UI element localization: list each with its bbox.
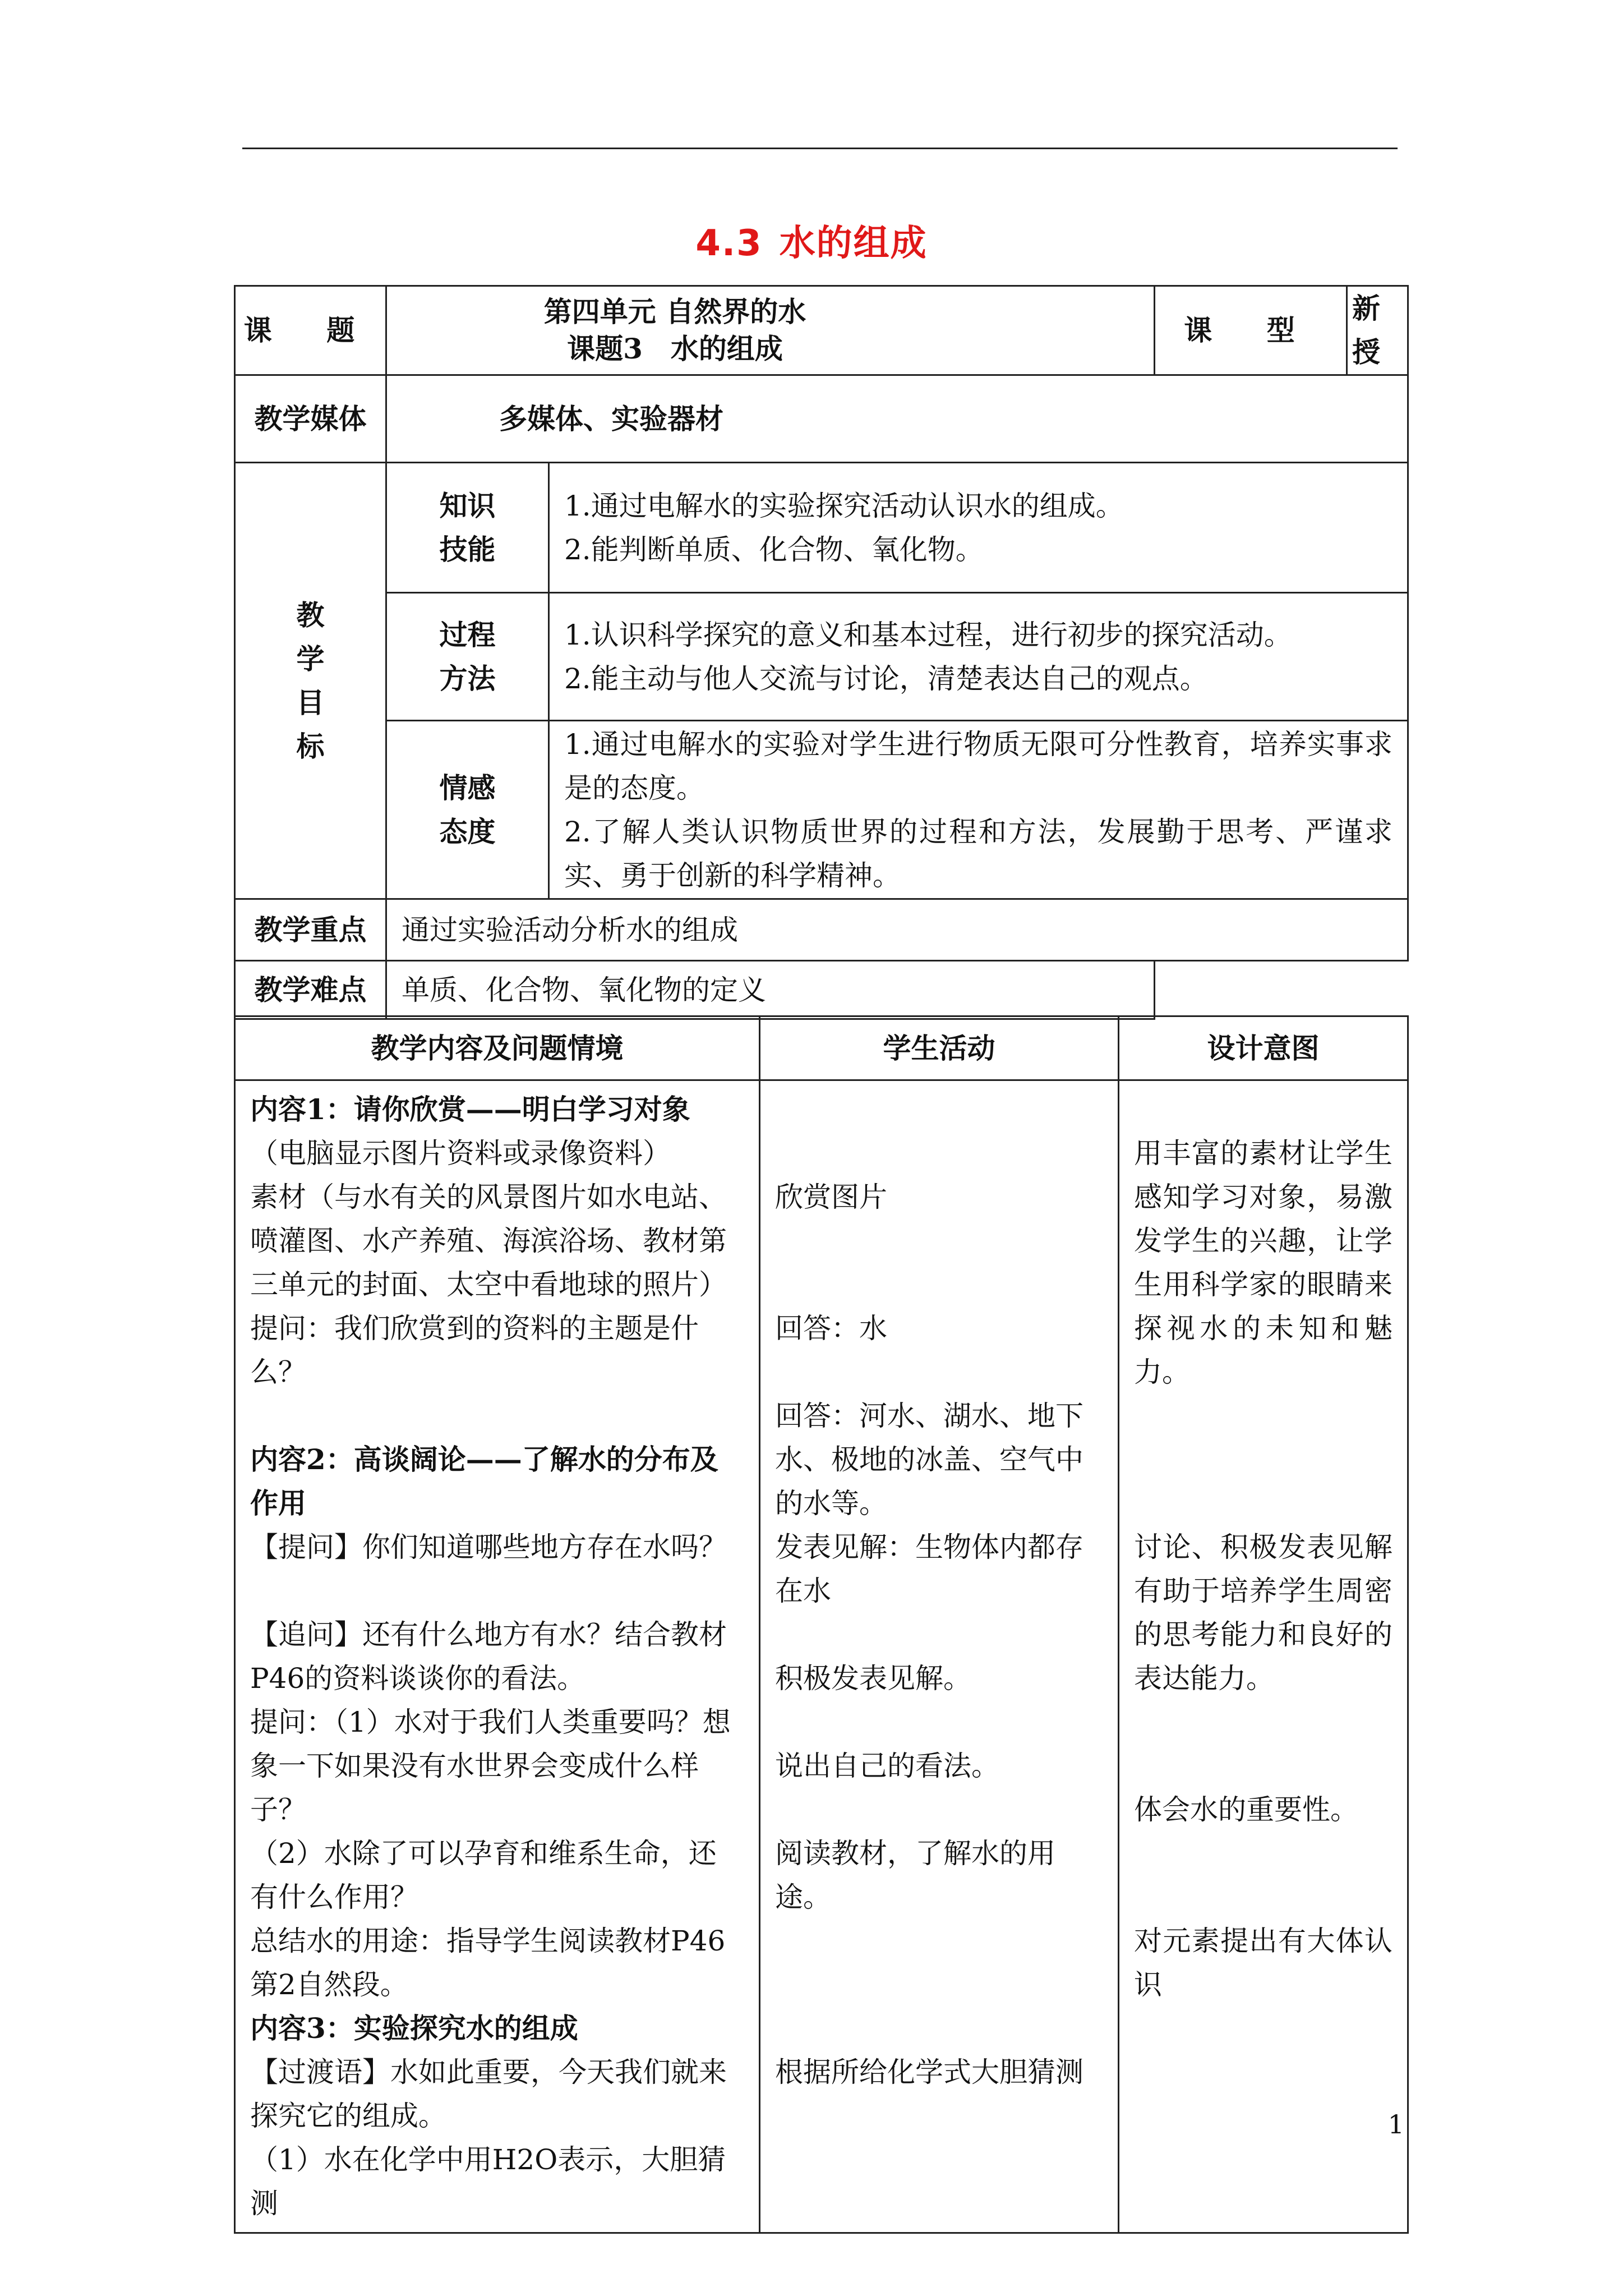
content-column <box>235 1080 760 2233</box>
content-item: 【追问】还有什么地方有水？结合教材P46的资料谈谈你的看法。 <box>250 1618 727 1695</box>
difficulty-value: 单质、化合物、氧化物的定义 <box>386 961 1155 1019</box>
content-item: （1）水在化学中用H2O表示，大胆猜测 <box>250 2143 726 2220</box>
content-item: （2）水除了可以孕育和维系生命，还有什么作用？ <box>250 1837 717 1913</box>
intent-item: 用丰富的素材让学生感知学习对象，易激发学生的兴趣，让学生用科学家的眼睛来探视水的未知和魅力。 <box>1134 1137 1393 1388</box>
lesson-info-table <box>234 285 1409 1020</box>
lesson-line: 课题3 水的组成 <box>567 332 783 365</box>
content-item: 素材（与水有关的风景图片如水电站、喷灌图、水产养殖、海滨浴场、教材第三单元的封面、太空中看地球的照片） <box>250 1181 727 1301</box>
content-item: 【提问】你们知道哪些地方存在水吗？ <box>250 1531 727 1563</box>
process-header-row <box>235 1016 1408 1080</box>
media-value: 多媒体、实验器材 <box>386 375 1408 463</box>
header-activity: 学生活动 <box>760 1016 1119 1080</box>
type-cell <box>1155 286 1408 375</box>
activity-column <box>760 1080 1119 2233</box>
media-row <box>235 375 1408 463</box>
intent-item: 体会水的重要性。 <box>1134 1793 1358 1826</box>
objective-row-2 <box>235 593 1408 721</box>
unit-line: 第四单元 自然界的水 <box>543 295 806 328</box>
topic-value <box>386 286 1155 375</box>
title-text: 水的组成 <box>779 223 928 264</box>
activity-item: 欣赏图片 <box>775 1181 887 1213</box>
difficulty-label: 教学难点 <box>235 961 386 1019</box>
activity-item: 说出自己的看法。 <box>775 1750 999 1782</box>
key-point-label: 教学重点 <box>235 899 386 961</box>
content-heading: 内容2：高谈阔论——了解水的分布及作用 <box>250 1443 718 1520</box>
header-content: 教学内容及问题情境 <box>235 1016 760 1080</box>
activity-item: 积极发表见解。 <box>775 1662 971 1695</box>
key-point-row <box>235 899 1408 961</box>
objective-text-knowledge: 1.通过电解水的实验探究活动认识水的组成。 2.能判断单质、化合物、氧化物。 <box>549 463 1408 593</box>
difficulty-row <box>235 961 1408 1019</box>
key-point-value: 通过实验活动分析水的组成 <box>386 899 1408 961</box>
objective-row-1 <box>235 463 1408 593</box>
objective-text-attitude: 1.通过电解水的实验对学生进行物质无限可分性教育，培养实事求是的态度。 2.了解人类认识物质世界的过程和方法，发展勤于思考、严谨求实、勇于创新的科学精神。 <box>549 721 1408 899</box>
intent-item: 对元素提出有大体认识 <box>1134 1925 1393 2001</box>
objectives-label: 教 学 目 标 <box>235 463 386 899</box>
content-item: 提问：（1）水对于我们人类重要吗？想象一下如果没有水世界会变成什么样子？ <box>250 1706 731 1826</box>
intent-column <box>1119 1080 1408 2233</box>
activity-item: 回答：河水、湖水、地下水、极地的冰盖、空气中的水等。 <box>775 1400 1083 1520</box>
type-value: 新 授 <box>1352 292 1403 369</box>
content-item: 提问：我们欣赏到的资料的主题是什么？ <box>250 1312 699 1388</box>
content-item: 【过渡语】水如此重要，今天我们就来探究它的组成。 <box>250 2056 727 2132</box>
title-number: 4.3 <box>695 223 763 264</box>
topic-row <box>235 286 1408 375</box>
objective-text-process: 1.认识科学探究的意义和基本过程，进行初步的探究活动。 2.能主动与他人交流与讨论，清楚表达自己的观点。 <box>549 593 1408 721</box>
objective-label-process: 过程 方法 <box>386 593 549 721</box>
header-rule <box>242 148 1398 149</box>
content-heading: 内容3：实验探究水的组成 <box>250 2012 578 2045</box>
page-number: 1 <box>1387 2109 1404 2139</box>
type-label: 课 型 <box>1155 287 1347 374</box>
teaching-process-table <box>234 1015 1409 2234</box>
page-title <box>0 214 1623 266</box>
topic-label: 课 题 <box>235 286 386 375</box>
activity-item: 回答：水 <box>775 1312 887 1345</box>
content-item: 总结水的用途：指导学生阅读教材P46第2自然段。 <box>250 1925 726 2001</box>
media-label: 教学媒体 <box>235 375 386 463</box>
activity-item: 发表见解：生物体内都存在水 <box>775 1531 1083 1607</box>
activity-item: 阅读教材，了解水的用途。 <box>775 1837 1055 1913</box>
difficulty-blank <box>1155 961 1408 1019</box>
objective-row-3 <box>235 721 1408 899</box>
objective-label-attitude: 情感 态度 <box>386 721 549 899</box>
process-body-row <box>235 1080 1408 2233</box>
intent-item: 讨论、积极发表见解有助于培养学生周密的思考能力和良好的表达能力。 <box>1134 1531 1393 1695</box>
objective-label-knowledge: 知识 技能 <box>386 463 549 593</box>
content-item: 内容1：请你欣赏——明白学习对象（电脑显示图片资料或录像资料） <box>250 1093 690 1170</box>
header-intent: 设计意图 <box>1119 1016 1408 1080</box>
activity-item: 根据所给化学式大胆猜测 <box>775 2056 1083 2088</box>
